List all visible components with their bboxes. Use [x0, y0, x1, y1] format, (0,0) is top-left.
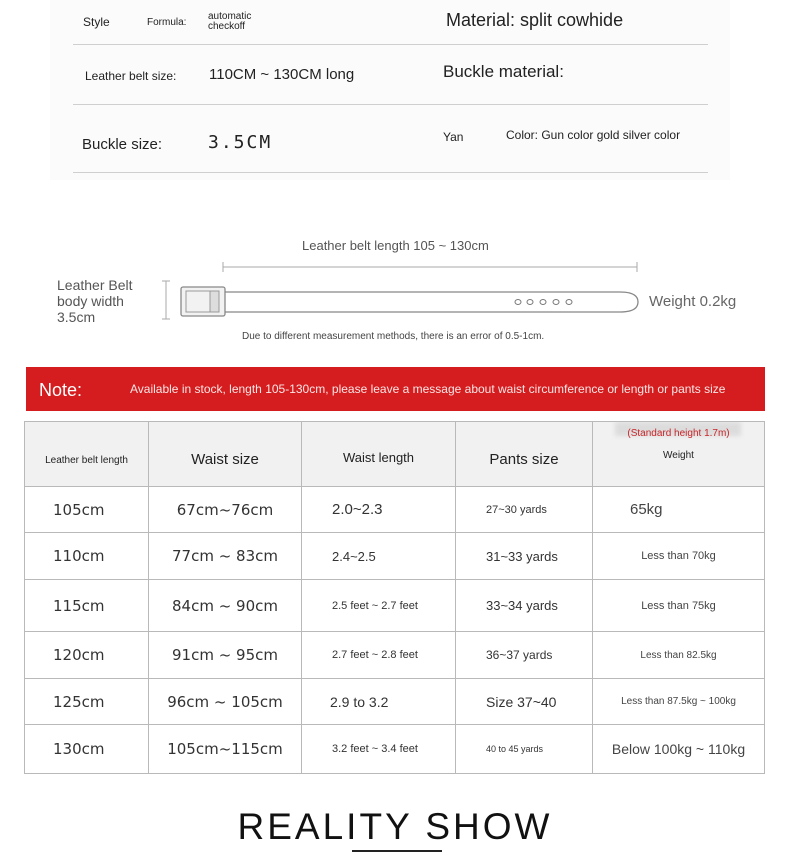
note-message: Available in stock, length 105-130cm, please leave a message about waist circumference or length or pants size	[130, 382, 726, 396]
measurement-note: Due to different measurement methods, there is an error of 0.5-1cm.	[242, 331, 545, 342]
cell-pants-size: 36~37 yards	[456, 632, 593, 679]
cell-waist-size: 91cm ~ 95cm	[149, 632, 302, 679]
buckle-size-label: Buckle size:	[82, 136, 163, 153]
cell-weight: Less than 87.5kg ~ 100kg	[593, 679, 765, 725]
length-dimension-line	[223, 262, 637, 272]
width-dimension-line	[162, 281, 170, 319]
body-width-line3: 3.5cm	[57, 309, 96, 325]
cell-waist-length: 2.5 feet ~ 2.7 feet	[302, 580, 456, 632]
cell-belt-length: 130cm	[25, 725, 149, 774]
cell-weight: Less than 82.5kg	[593, 632, 765, 679]
table-header-row	[25, 422, 765, 487]
cell-waist-length: 3.2 feet ~ 3.4 feet	[302, 725, 456, 774]
table-row	[25, 580, 765, 632]
header-waist-length: Waist length	[302, 422, 456, 487]
cell-waist-length: 2.7 feet ~ 2.8 feet	[302, 632, 456, 679]
header-belt-length: Leather belt length	[25, 422, 149, 487]
header-waist-size: Waist size	[149, 422, 302, 487]
spec-divider	[73, 172, 708, 173]
material-text: Material: split cowhide	[446, 10, 624, 30]
cell-waist-size: 96cm ~ 105cm	[149, 679, 302, 725]
formula-label: Formula:	[147, 17, 187, 28]
cell-belt-length: 105cm	[25, 487, 149, 533]
cell-belt-length: 110cm	[25, 533, 149, 580]
cell-weight: Less than 75kg	[593, 580, 765, 632]
cell-pants-size: 33~34 yards	[456, 580, 593, 632]
header-pants-size: Pants size	[456, 422, 593, 487]
size-table	[24, 421, 765, 774]
table-row	[25, 533, 765, 580]
cell-pants-size: 31~33 yards	[456, 533, 593, 580]
spec-divider	[73, 44, 708, 45]
cell-weight: Below 100kg ~ 110kg	[593, 725, 765, 774]
cell-weight: 65kg	[593, 487, 765, 533]
cell-waist-length: 2.4~2.5	[302, 533, 456, 580]
note-banner	[26, 367, 765, 411]
table-row	[25, 632, 765, 679]
formula-value-line2: checkoff	[208, 21, 246, 32]
cell-pants-size: 27~30 yards	[456, 487, 593, 533]
color-text: Color: Gun color gold silver color	[506, 128, 681, 142]
body-width-line2: body width	[57, 293, 124, 309]
belt-strap	[224, 292, 638, 312]
cell-belt-length: 125cm	[25, 679, 149, 725]
buckle-material-label: Buckle material:	[443, 62, 564, 81]
cell-waist-size: 67cm~76cm	[149, 487, 302, 533]
cell-waist-size: 84cm ~ 90cm	[149, 580, 302, 632]
body-width-line1: Leather Belt	[57, 277, 133, 293]
weight-label: Weight 0.2kg	[649, 293, 737, 310]
cell-waist-length: 2.0~2.3	[302, 487, 456, 533]
cell-belt-length: 115cm	[25, 580, 149, 632]
cell-waist-length: 2.9 to 3.2	[302, 679, 456, 725]
cell-pants-size: 40 to 45 yards	[456, 725, 593, 774]
note-label: Note:	[39, 380, 83, 400]
cell-belt-length: 120cm	[25, 632, 149, 679]
reality-show-heading: REALITY SHOW	[237, 806, 553, 847]
belt-length-label: Leather belt length 105 ~ 130cm	[302, 238, 489, 253]
formula-value-line1: automatic	[208, 11, 252, 22]
header-weight	[593, 422, 765, 487]
cell-waist-size: 77cm ~ 83cm	[149, 533, 302, 580]
style-label: Style	[83, 15, 110, 29]
cell-pants-size: Size 37~40	[456, 679, 593, 725]
cell-waist-size: 105cm~115cm	[149, 725, 302, 774]
buckle-size-value: 3.5CM	[208, 132, 273, 153]
belt-size-label: Leather belt size:	[85, 69, 177, 83]
reality-show-subtitle-decoration	[352, 850, 442, 862]
yan-text: Yan	[443, 130, 464, 144]
belt-size-value: 110CM ~ 130CM long	[209, 66, 355, 83]
table-row	[25, 487, 765, 533]
table-row	[25, 679, 765, 725]
standard-height-note: (Standard height 1.7m)	[627, 428, 730, 439]
weight-header-label: Weight	[663, 450, 694, 461]
spec-divider	[73, 104, 708, 105]
table-row	[25, 725, 765, 774]
cell-weight: Less than 70kg	[593, 533, 765, 580]
